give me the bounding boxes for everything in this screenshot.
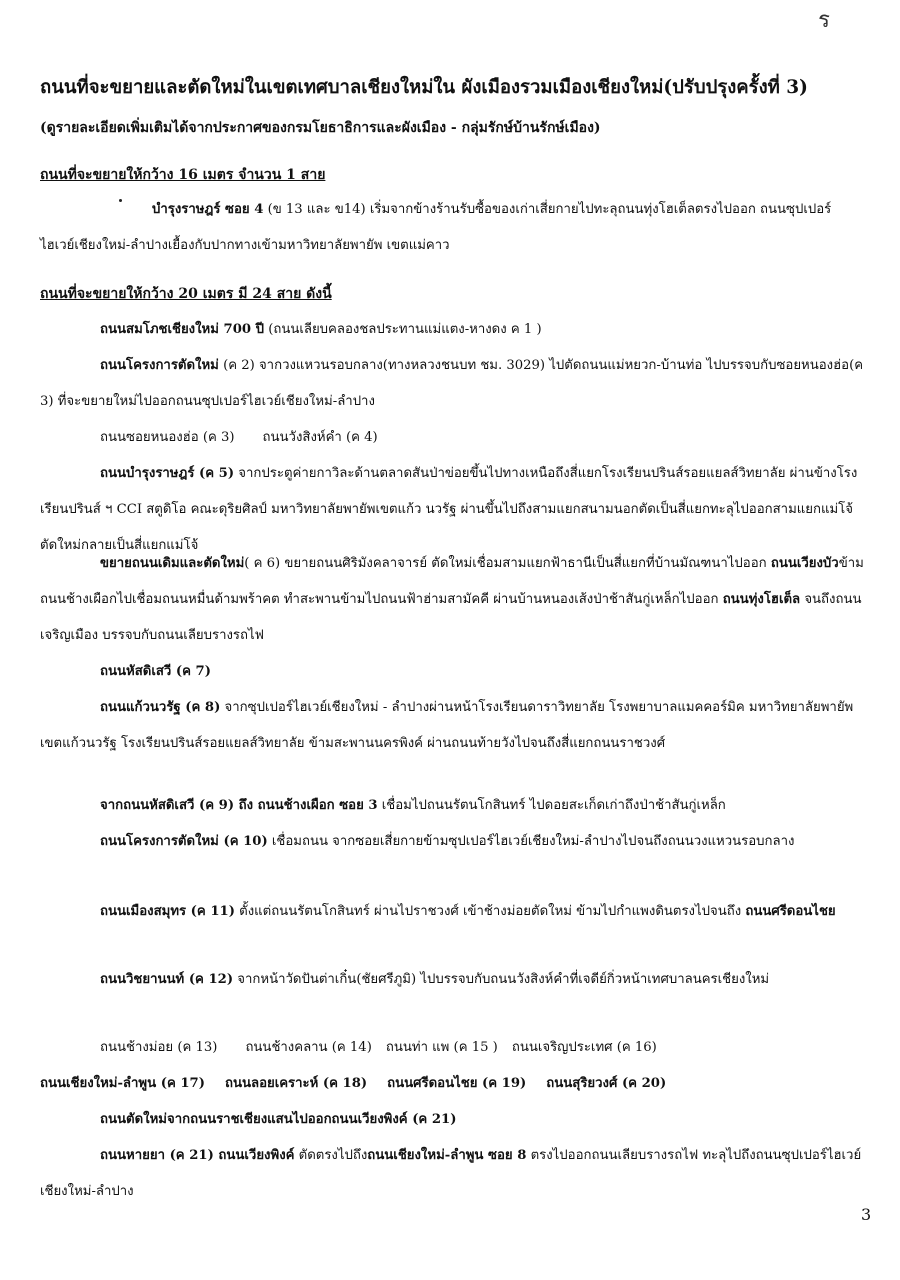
road-description: จากประตูค่ายกาวิละด้านตลาดสันป่าข่อยขึ้นไปทางเหนือถึงสี่แยกโรงเรียนปรินส์รอยแยลส์วิทยาลัย ผ่านข้างโรงเรียนปรินส์ ฯ CCI สตูดิโอ คณะดุริยศิลป์ มหาวิทยาลัยพายัพเขตแก้ว นวรัฐ ผ่านขึ้นไปถึงสามแยกสนามนอกตัดเป็นสี่แยกทะลุไปออกสามแยกแม่โจ้ ตัดใหม่กลายเป็นสี่แยกแม่โจ้ — [40, 466, 858, 553]
road-description: (ข 13 และ ข14) เริ่มจากข้างร้านรับซื้อของเก่าเสี่ยกายไปทะลุถนนทุ่งโฮเต็ลตรงไปออก ถนนซุปเปอร์ไฮเวย์เชียงใหม่-ลำปางเยื้องกับปากทางเข้ามหาวิทยาลัยพายัพ เขตแม่คาว — [40, 202, 832, 253]
road-name: ถนนโครงการตัดใหม่ (ค 10) — [100, 834, 268, 849]
road-description: จากซุปเปอร์ไฮเวย์เชียงใหม่ - ลำปางผ่านหน้าโรงเรียนดาราวิทยาลัย โรงพยาบาลแมคคอร์มิค มหาวิทยาลัยพายัพ เขตแก้วนวรัฐ โรงเรียนปรินส์รอยแยลส์วิทยาลัย ข้ามสะพานนครพิงค์ ผ่านถนนท้ายวังไปจนถึงสี่แยกถนนราชวงศ์ — [40, 700, 854, 751]
paragraph-c13-c16 — [40, 1030, 864, 1066]
road-name: ถนนวังสิงห์คำ (ค 4) — [262, 430, 378, 445]
road-name: ขยายถนนเดิมและตัดใหม่ — [100, 556, 245, 571]
page-number: 3 — [861, 1205, 872, 1224]
road-description: ตั้งแต่ถนนรัตนโกสินทร์ ผ่านไปราชวงศ์ เข้าช้างม่อยตัดใหม่ ข้ามไปกำแพงดินตรงไปจนถึง — [234, 904, 746, 919]
paragraph-c9 — [40, 788, 864, 824]
road-name: บำรุงราษฎร์ ซอย 4 — [152, 202, 264, 217]
road-description: ตัดตรงไปถึง — [294, 1148, 368, 1163]
paragraph-bamrungrat-soi4 — [40, 192, 864, 264]
road-name: ถนนทุ่งโฮเต็ล — [722, 592, 801, 607]
road-name: ถนนตัดใหม่จากถนนราชเชียงแสนไปออกถนนเวียงพิงค์ (ค 21) — [100, 1112, 457, 1127]
road-name: ถนนหัสดิเสวี (ค 7) — [100, 664, 211, 679]
paragraph-c11 — [40, 894, 864, 930]
road-description: (ถนนเลียบคลองชลประทานแม่แตง-หางดง ค 1 ) — [264, 322, 542, 337]
road-name: ถนนแก้วนวรัฐ (ค 8) — [100, 700, 221, 715]
paragraph-c12 — [40, 962, 864, 998]
corner-mark: ร — [818, 8, 830, 33]
road-name: ถนนซอยหนองฮ่อ (ค 3) — [100, 430, 235, 445]
page-title: ถนนที่จะขยายและตัดใหม่ในเขตเทศบาลเชียงใหม่ใน ผังเมืองรวมเมืองเชียงใหม่(ปรับปรุงครั้งที่ 3) — [40, 77, 808, 98]
road-name: ถนนเจริญประเทศ (ค 16) — [511, 1040, 657, 1055]
paragraph-c7 — [40, 654, 864, 690]
paragraph-c17-c20 — [40, 1066, 864, 1102]
paragraph-c8 — [40, 690, 864, 762]
road-name: ถนนศรีดอนไชย — [745, 904, 836, 919]
road-name: ถนนสุริยวงศ์ (ค 20) — [546, 1076, 667, 1091]
road-description: เชื่อมไปถนนรัตนโกสินทร์ ไปดอยสะเก็ดเก่าถึงป่าช้าสันกู่เหล็ก — [377, 798, 726, 813]
road-name: ถนนช้างคลาน (ค 14) — [245, 1040, 372, 1055]
paragraph-c10 — [40, 824, 864, 860]
road-name: ถนนช้างม่อย (ค 13) — [100, 1040, 218, 1055]
road-name: จากถนนหัสดิเสวี (ค 9) ถึง ถนนช้างเผือก ซอย 3 — [100, 798, 378, 813]
road-description: จากหน้าวัดปันต่าเกิ๋น(ชัยศรีภูมิ) ไปบรรจบกับถนนวังสิงห์คำที่เจดีย์กิ่วหน้าเทศบาลนครเชียงใหม่ — [233, 972, 770, 987]
road-name: ถนนเวียงพิงค์ — [213, 1148, 295, 1163]
paragraph-c21-new-road — [40, 1102, 864, 1138]
road-description: (ค 2) จากวงแหวนรอบกลาง(ทางหลวงชนบท ชม. 3029) ไปตัดถนนแม่หยวก-บ้านท่อ ไปบรรจบกับซอยหนองฮ่อ(ค 3) ที่จะขยายใหม่ไปออกถนนซุปเปอร์ไฮเวย์เชียงใหม่-ลำปาง — [40, 358, 864, 409]
road-name: ถนนบำรุงราษฎร์ (ค 5) — [100, 466, 235, 481]
paragraph-c3-c4 — [40, 420, 864, 456]
road-name: ถนนสมโภชเชียงใหม่ 700 ปี — [100, 322, 265, 337]
road-name: ถนนหายยา (ค 21) — [100, 1148, 214, 1163]
road-name: ถนนวิชยานนท์ (ค 12) — [100, 972, 234, 987]
paragraph-c21-haiya — [40, 1138, 864, 1210]
road-description: ( ค 6) ขยายถนนศิริมังคลาจารย์ ตัดใหม่เชื่อมสามแยกฟ้าธานีเป็นสี่แยกที่บ้านมัณฑนาไปออก — [244, 556, 771, 571]
road-name: ถนนเชียงใหม่-ลำพูน (ค 17) — [40, 1076, 205, 1091]
road-name: ถนนเมืองสมุทร (ค 11) — [100, 904, 235, 919]
section-heading-20m: ถนนที่จะขยายให้กว้าง 20 เมตร มี 24 สาย ดังนี้ — [40, 286, 332, 302]
road-name: ถนนเวียงบัว — [770, 556, 839, 571]
paragraph-c2 — [40, 348, 864, 420]
road-description: เชื่อมถนน จากซอยเสี่ยกายข้ามซุปเปอร์ไฮเวย์เชียงใหม่-ลำปางไปจนถึงถนนวงแหวนรอบกลาง — [267, 834, 795, 849]
road-description: ข้ามถนนช้างเผือกไปเชื่อมถนนหมื่นด้ามพร้าคต ทำสะพานข้ามไปถนนฟ้าฮ่ามสามัคคี ผ่านบ้านหนองเส้งป่าช้าสันกู่เหล็กไปออก — [40, 556, 864, 607]
paragraph-c1 — [40, 312, 864, 348]
road-name: ถนนท่า แพ (ค 15 ) — [385, 1040, 498, 1055]
page-subtitle: (ดูรายละเอียดเพิ่มเติมได้จากประกาศของกรมโยธาธิการและผังเมือง - กลุ่มรักษ์บ้านรักษ์เมือง) — [40, 120, 601, 136]
road-name: ถนนเชียงใหม่-ลำพูน ซอย 8 — [367, 1148, 527, 1163]
road-name: ถนนลอยเคราะห์ (ค 18) — [224, 1076, 368, 1091]
road-description: จนถึงถนนเจริญเมือง บรรจบกับถนนเลียบรางรถไฟ — [40, 592, 862, 643]
road-name: ถนนศรีดอนไชย (ค 19) — [387, 1076, 527, 1091]
road-name: ถนนโครงการตัดใหม่ — [100, 358, 219, 373]
section-heading-16m: ถนนที่จะขยายให้กว้าง 16 เมตร จำนวน 1 สาย — [40, 167, 326, 183]
road-description: ตรงไปออกถนนเลียบรางรถไฟ ทะลุไปถึงถนนซุปเปอร์ไฮเวย์เชียงใหม่-ลำปาง — [40, 1148, 862, 1199]
paragraph-c6 — [40, 546, 864, 654]
